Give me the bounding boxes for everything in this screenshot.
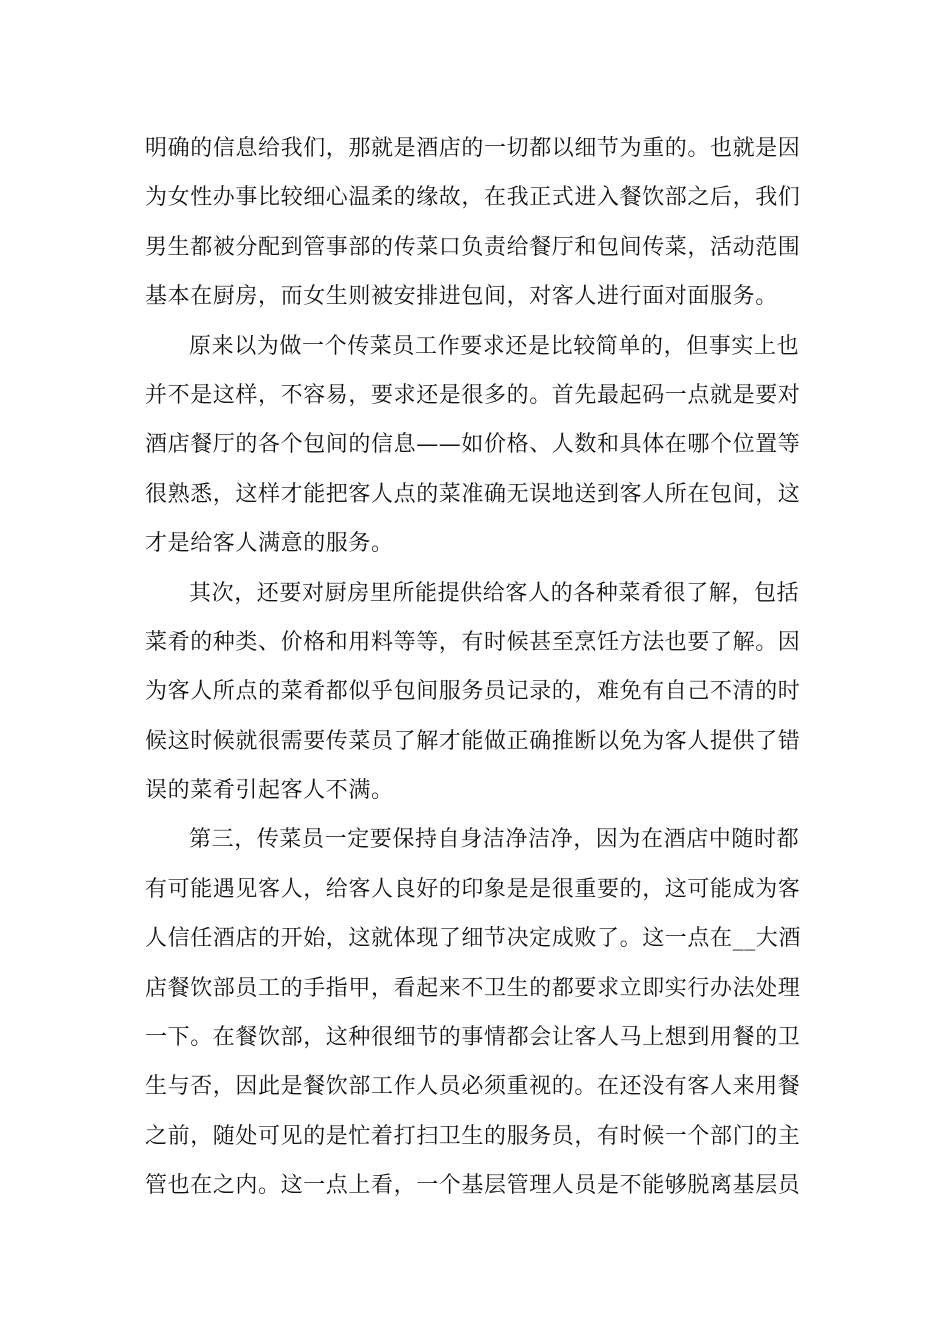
text-line: 并不是这样，不容易，要求还是很多的。首先最起码一点就是要对 xyxy=(145,382,801,408)
document-body xyxy=(145,124,805,1211)
text-line: 管也在之内。这一点上看，一个基层管理人员是不能够脱离基层员 xyxy=(145,1173,801,1199)
text-line: 为女性办事比较细心温柔的缘故，在我正式进入餐饮部之后，我们 xyxy=(145,185,801,211)
text-line: 菜肴的种类、价格和用料等等，有时候甚至烹饪方法也要了解。因 xyxy=(145,629,801,655)
paragraph-first-line: 原来以为做一个传菜员工作要求还是比较简单的，但事实上也 xyxy=(189,333,800,359)
text-line: 人信任酒店的开始，这就体现了细节决定成败了。这一点在__大酒 xyxy=(145,926,802,952)
text-line: 明确的信息给我们，那就是酒店的一切都以细节为重的。也就是因 xyxy=(145,136,801,161)
text-line: 一下。在餐饮部，这种很细节的事情都会让客人马上想到用餐的卫 xyxy=(145,1025,801,1051)
text-line: 店餐饮部员工的手指甲，看起来不卫生的都要求立即实行办法处理 xyxy=(145,975,801,1001)
text-line: 候这时候就很需要传菜员了解才能做正确推断以免为客人提供了错 xyxy=(145,728,801,754)
text-line: 为客人所点的菜肴都似乎包间服务员记录的，难免有自己不清的时 xyxy=(145,679,801,705)
text-line: 酒店餐厅的各个包间的信息——如价格、人数和具体在哪个位置等 xyxy=(145,432,801,458)
text-line: 生与否，因此是餐饮部工作人员必须重视的。在还没有客人来用餐 xyxy=(145,1074,801,1100)
text-line: 才是给客人满意的服务。 xyxy=(145,531,394,557)
text-line: 有可能遇见客人，给客人良好的印象是是很重要的，这可能成为客 xyxy=(145,876,801,902)
paragraph-first-line: 其次，还要对厨房里所能提供给客人的各种菜肴很了解，包括 xyxy=(189,580,800,606)
paragraph-first-line: 第三，传菜员一定要保持自身洁净洁净，因为在酒店中随时都 xyxy=(189,827,800,853)
text-line: 基本在厨房，而女生则被安排进包间，对客人进行面对面服务。 xyxy=(145,284,778,310)
text-line: 误的菜肴引起客人不满。 xyxy=(145,778,394,804)
text-line: 之前，随处可见的是忙着打扫卫生的服务员，有时候一个部门的主 xyxy=(145,1123,801,1149)
text-line: 男生都被分配到管事部的传菜口负责给餐厅和包间传菜，活动范围 xyxy=(145,234,801,260)
text-line: 很熟悉，这样才能把客人点的菜准确无误地送到客人所在包间，这 xyxy=(145,481,801,507)
